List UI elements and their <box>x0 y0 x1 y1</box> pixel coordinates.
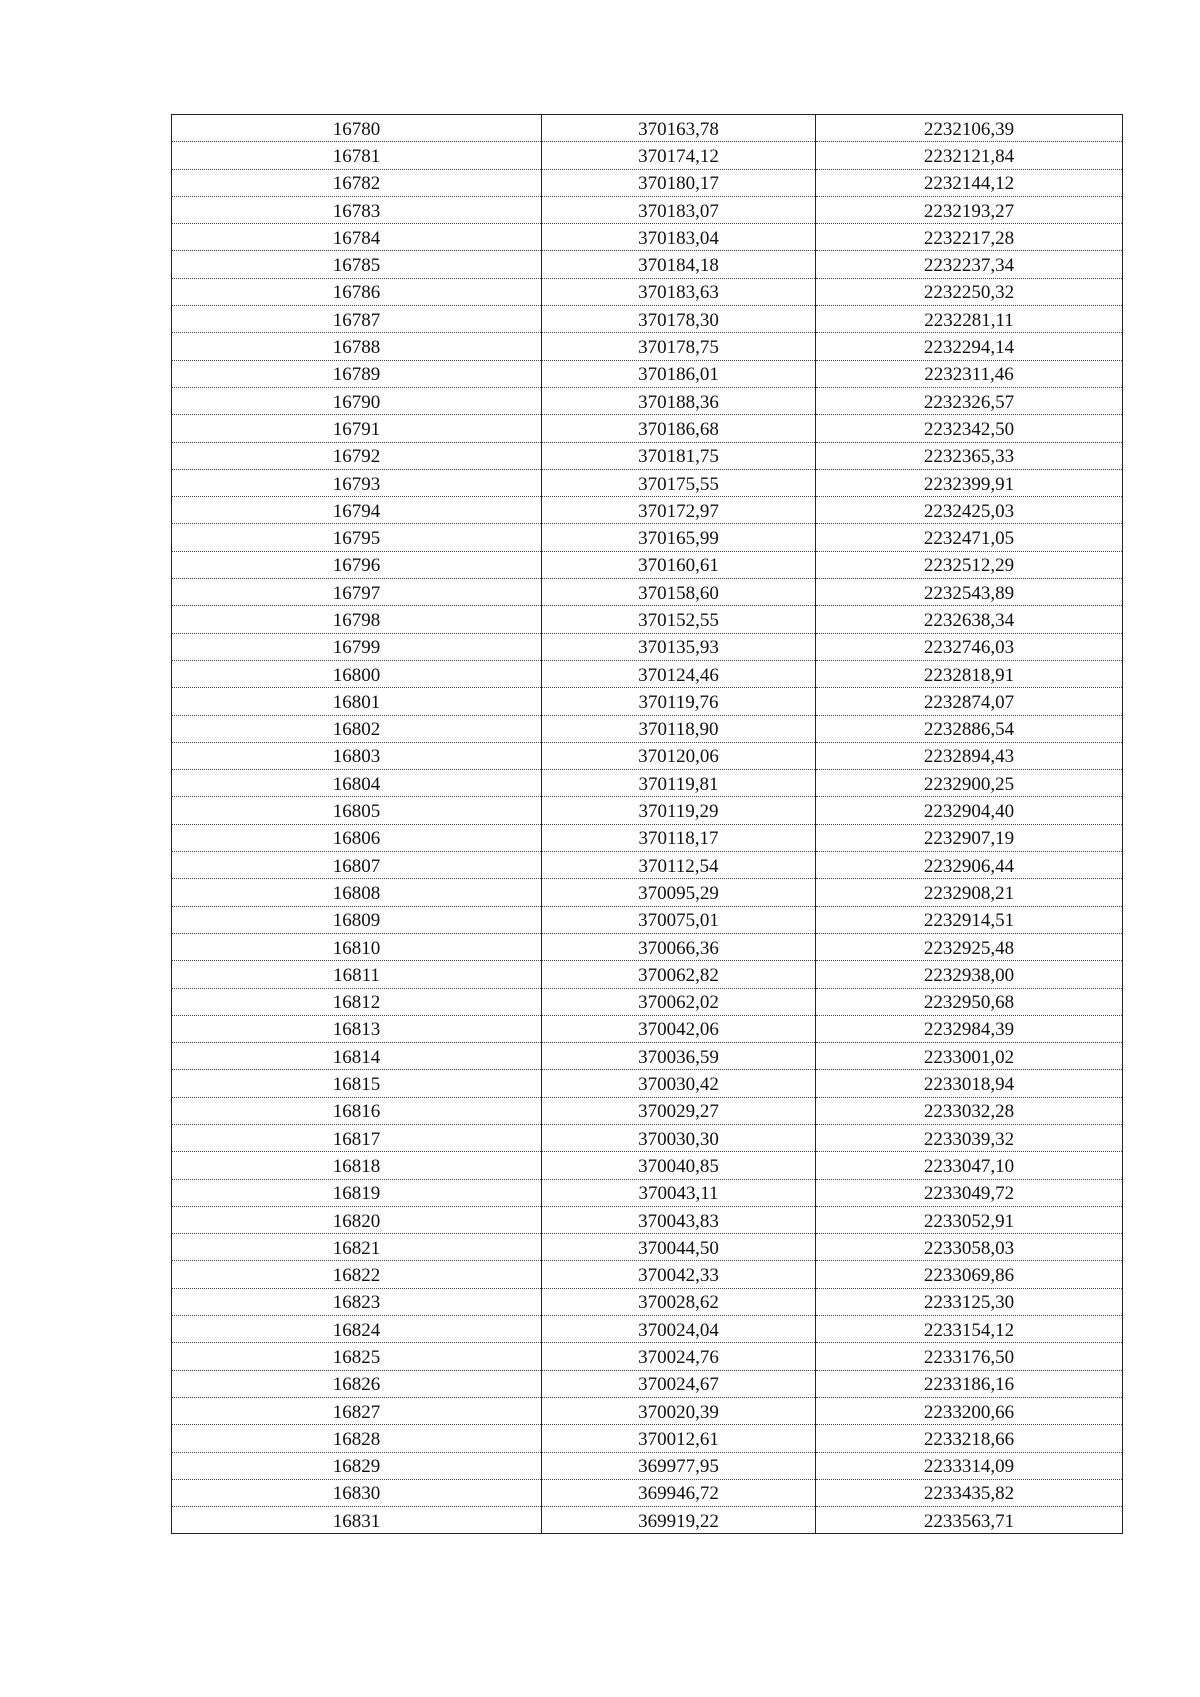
x-coordinate-cell: 370075,01 <box>542 906 816 933</box>
table-row <box>172 688 1123 715</box>
point-number-cell: 16789 <box>172 360 542 387</box>
x-coordinate-cell: 370030,42 <box>542 1070 816 1097</box>
y-coordinate-cell: 2232237,34 <box>816 251 1123 278</box>
x-coordinate-cell: 370181,75 <box>542 442 816 469</box>
table-row <box>172 633 1123 660</box>
y-coordinate-cell: 2232907,19 <box>816 824 1123 851</box>
y-coordinate-cell: 2232326,57 <box>816 387 1123 414</box>
x-coordinate-cell: 370118,90 <box>542 715 816 742</box>
point-number-cell: 16816 <box>172 1097 542 1124</box>
point-number-cell: 16815 <box>172 1070 542 1097</box>
table-row <box>172 251 1123 278</box>
table-row <box>172 770 1123 797</box>
y-coordinate-cell: 2232365,33 <box>816 442 1123 469</box>
table-row <box>172 852 1123 879</box>
x-coordinate-cell: 370066,36 <box>542 933 816 960</box>
x-coordinate-cell: 369946,72 <box>542 1479 816 1506</box>
table-row <box>172 1234 1123 1261</box>
point-number-cell: 16793 <box>172 469 542 496</box>
table-row <box>172 879 1123 906</box>
table-row <box>172 1015 1123 1042</box>
x-coordinate-cell: 370043,83 <box>542 1206 816 1233</box>
x-coordinate-cell: 370095,29 <box>542 879 816 906</box>
y-coordinate-cell: 2233314,09 <box>816 1452 1123 1479</box>
x-coordinate-cell: 370183,63 <box>542 278 816 305</box>
table-row <box>172 1452 1123 1479</box>
x-coordinate-cell: 370152,55 <box>542 606 816 633</box>
x-coordinate-cell: 370024,67 <box>542 1370 816 1397</box>
point-number-cell: 16783 <box>172 196 542 223</box>
x-coordinate-cell: 370183,04 <box>542 224 816 251</box>
y-coordinate-cell: 2232399,91 <box>816 469 1123 496</box>
table-row <box>172 797 1123 824</box>
table-row <box>172 715 1123 742</box>
point-number-cell: 16805 <box>172 797 542 824</box>
table-row <box>172 1507 1123 1534</box>
y-coordinate-cell: 2232425,03 <box>816 497 1123 524</box>
y-coordinate-cell: 2233435,82 <box>816 1479 1123 1506</box>
y-coordinate-cell: 2232746,03 <box>816 633 1123 660</box>
point-number-cell: 16819 <box>172 1179 542 1206</box>
point-number-cell: 16786 <box>172 278 542 305</box>
y-coordinate-cell: 2233563,71 <box>816 1507 1123 1534</box>
x-coordinate-cell: 370062,02 <box>542 988 816 1015</box>
x-coordinate-cell: 370178,30 <box>542 306 816 333</box>
x-coordinate-cell: 370024,04 <box>542 1316 816 1343</box>
table-row <box>172 224 1123 251</box>
table-row <box>172 169 1123 196</box>
table-row <box>172 1070 1123 1097</box>
point-number-cell: 16813 <box>172 1015 542 1042</box>
table-row <box>172 387 1123 414</box>
table-row <box>172 469 1123 496</box>
table-row <box>172 278 1123 305</box>
table-row <box>172 1261 1123 1288</box>
y-coordinate-cell: 2232193,27 <box>816 196 1123 223</box>
y-coordinate-cell: 2232217,28 <box>816 224 1123 251</box>
point-number-cell: 16787 <box>172 306 542 333</box>
table-row <box>172 1043 1123 1070</box>
x-coordinate-cell: 369977,95 <box>542 1452 816 1479</box>
y-coordinate-cell: 2232938,00 <box>816 961 1123 988</box>
y-coordinate-cell: 2233047,10 <box>816 1152 1123 1179</box>
table-row <box>172 1316 1123 1343</box>
table-row <box>172 1425 1123 1452</box>
point-number-cell: 16807 <box>172 852 542 879</box>
y-coordinate-cell: 2233052,91 <box>816 1206 1123 1233</box>
table-row <box>172 1097 1123 1124</box>
table-row <box>172 360 1123 387</box>
table-row <box>172 524 1123 551</box>
y-coordinate-cell: 2233049,72 <box>816 1179 1123 1206</box>
x-coordinate-cell: 370118,17 <box>542 824 816 851</box>
table-row <box>172 497 1123 524</box>
x-coordinate-cell: 370042,33 <box>542 1261 816 1288</box>
table-row <box>172 988 1123 1015</box>
y-coordinate-cell: 2232818,91 <box>816 660 1123 687</box>
x-coordinate-cell: 370135,93 <box>542 633 816 660</box>
coordinates-table <box>171 114 1123 1534</box>
y-coordinate-cell: 2232121,84 <box>816 142 1123 169</box>
point-number-cell: 16825 <box>172 1343 542 1370</box>
point-number-cell: 16785 <box>172 251 542 278</box>
x-coordinate-cell: 370062,82 <box>542 961 816 988</box>
x-coordinate-cell: 370163,78 <box>542 115 816 142</box>
point-number-cell: 16784 <box>172 224 542 251</box>
x-coordinate-cell: 370044,50 <box>542 1234 816 1261</box>
table-row <box>172 551 1123 578</box>
point-number-cell: 16800 <box>172 660 542 687</box>
point-number-cell: 16831 <box>172 1507 542 1534</box>
point-number-cell: 16826 <box>172 1370 542 1397</box>
point-number-cell: 16821 <box>172 1234 542 1261</box>
point-number-cell: 16801 <box>172 688 542 715</box>
point-number-cell: 16804 <box>172 770 542 797</box>
x-coordinate-cell: 370119,76 <box>542 688 816 715</box>
x-coordinate-cell: 370112,54 <box>542 852 816 879</box>
table-row <box>172 1152 1123 1179</box>
point-number-cell: 16790 <box>172 387 542 414</box>
x-coordinate-cell: 370119,29 <box>542 797 816 824</box>
x-coordinate-cell: 370188,36 <box>542 387 816 414</box>
y-coordinate-cell: 2232900,25 <box>816 770 1123 797</box>
table-row <box>172 196 1123 223</box>
point-number-cell: 16791 <box>172 415 542 442</box>
point-number-cell: 16795 <box>172 524 542 551</box>
y-coordinate-cell: 2232144,12 <box>816 169 1123 196</box>
point-number-cell: 16822 <box>172 1261 542 1288</box>
table-row <box>172 1343 1123 1370</box>
x-coordinate-cell: 370186,68 <box>542 415 816 442</box>
x-coordinate-cell: 370158,60 <box>542 579 816 606</box>
point-number-cell: 16798 <box>172 606 542 633</box>
y-coordinate-cell: 2232908,21 <box>816 879 1123 906</box>
point-number-cell: 16829 <box>172 1452 542 1479</box>
x-coordinate-cell: 370024,76 <box>542 1343 816 1370</box>
y-coordinate-cell: 2233186,16 <box>816 1370 1123 1397</box>
table-row <box>172 906 1123 933</box>
y-coordinate-cell: 2232106,39 <box>816 115 1123 142</box>
table-row <box>172 742 1123 769</box>
y-coordinate-cell: 2233154,12 <box>816 1316 1123 1343</box>
table-row <box>172 1397 1123 1424</box>
y-coordinate-cell: 2232342,50 <box>816 415 1123 442</box>
point-number-cell: 16811 <box>172 961 542 988</box>
x-coordinate-cell: 370184,18 <box>542 251 816 278</box>
y-coordinate-cell: 2232906,44 <box>816 852 1123 879</box>
point-number-cell: 16794 <box>172 497 542 524</box>
table-row <box>172 1479 1123 1506</box>
point-number-cell: 16780 <box>172 115 542 142</box>
y-coordinate-cell: 2232250,32 <box>816 278 1123 305</box>
x-coordinate-cell: 370030,30 <box>542 1124 816 1151</box>
y-coordinate-cell: 2232984,39 <box>816 1015 1123 1042</box>
x-coordinate-cell: 370183,07 <box>542 196 816 223</box>
x-coordinate-cell: 369919,22 <box>542 1507 816 1534</box>
x-coordinate-cell: 370119,81 <box>542 770 816 797</box>
point-number-cell: 16814 <box>172 1043 542 1070</box>
point-number-cell: 16830 <box>172 1479 542 1506</box>
x-coordinate-cell: 370174,12 <box>542 142 816 169</box>
point-number-cell: 16820 <box>172 1206 542 1233</box>
point-number-cell: 16802 <box>172 715 542 742</box>
table-row <box>172 1206 1123 1233</box>
x-coordinate-cell: 370042,06 <box>542 1015 816 1042</box>
table-row <box>172 115 1123 142</box>
point-number-cell: 16796 <box>172 551 542 578</box>
x-coordinate-cell: 370175,55 <box>542 469 816 496</box>
point-number-cell: 16824 <box>172 1316 542 1343</box>
point-number-cell: 16808 <box>172 879 542 906</box>
x-coordinate-cell: 370040,85 <box>542 1152 816 1179</box>
x-coordinate-cell: 370036,59 <box>542 1043 816 1070</box>
table-row <box>172 442 1123 469</box>
coordinates-table-body <box>172 115 1123 1534</box>
y-coordinate-cell: 2232874,07 <box>816 688 1123 715</box>
x-coordinate-cell: 370043,11 <box>542 1179 816 1206</box>
y-coordinate-cell: 2233218,66 <box>816 1425 1123 1452</box>
x-coordinate-cell: 370172,97 <box>542 497 816 524</box>
y-coordinate-cell: 2233032,28 <box>816 1097 1123 1124</box>
x-coordinate-cell: 370012,61 <box>542 1425 816 1452</box>
point-number-cell: 16806 <box>172 824 542 851</box>
y-coordinate-cell: 2232925,48 <box>816 933 1123 960</box>
y-coordinate-cell: 2232904,40 <box>816 797 1123 824</box>
x-coordinate-cell: 370120,06 <box>542 742 816 769</box>
point-number-cell: 16781 <box>172 142 542 169</box>
x-coordinate-cell: 370165,99 <box>542 524 816 551</box>
point-number-cell: 16782 <box>172 169 542 196</box>
table-row <box>172 606 1123 633</box>
y-coordinate-cell: 2232950,68 <box>816 988 1123 1015</box>
y-coordinate-cell: 2233001,02 <box>816 1043 1123 1070</box>
y-coordinate-cell: 2232294,14 <box>816 333 1123 360</box>
y-coordinate-cell: 2233039,32 <box>816 1124 1123 1151</box>
y-coordinate-cell: 2233069,86 <box>816 1261 1123 1288</box>
y-coordinate-cell: 2232543,89 <box>816 579 1123 606</box>
point-number-cell: 16812 <box>172 988 542 1015</box>
table-row <box>172 306 1123 333</box>
y-coordinate-cell: 2232914,51 <box>816 906 1123 933</box>
point-number-cell: 16799 <box>172 633 542 660</box>
x-coordinate-cell: 370124,46 <box>542 660 816 687</box>
y-coordinate-cell: 2233125,30 <box>816 1288 1123 1315</box>
table-row <box>172 961 1123 988</box>
y-coordinate-cell: 2232311,46 <box>816 360 1123 387</box>
x-coordinate-cell: 370028,62 <box>542 1288 816 1315</box>
x-coordinate-cell: 370029,27 <box>542 1097 816 1124</box>
y-coordinate-cell: 2232638,34 <box>816 606 1123 633</box>
table-row <box>172 333 1123 360</box>
table-row <box>172 415 1123 442</box>
point-number-cell: 16788 <box>172 333 542 360</box>
table-row <box>172 1288 1123 1315</box>
table-row <box>172 1179 1123 1206</box>
point-number-cell: 16792 <box>172 442 542 469</box>
table-row <box>172 660 1123 687</box>
table-row <box>172 579 1123 606</box>
point-number-cell: 16809 <box>172 906 542 933</box>
y-coordinate-cell: 2233200,66 <box>816 1397 1123 1424</box>
table-row <box>172 1124 1123 1151</box>
y-coordinate-cell: 2232894,43 <box>816 742 1123 769</box>
point-number-cell: 16827 <box>172 1397 542 1424</box>
point-number-cell: 16803 <box>172 742 542 769</box>
y-coordinate-cell: 2232512,29 <box>816 551 1123 578</box>
y-coordinate-cell: 2233018,94 <box>816 1070 1123 1097</box>
y-coordinate-cell: 2233058,03 <box>816 1234 1123 1261</box>
y-coordinate-cell: 2232471,05 <box>816 524 1123 551</box>
y-coordinate-cell: 2233176,50 <box>816 1343 1123 1370</box>
table-row <box>172 1370 1123 1397</box>
point-number-cell: 16810 <box>172 933 542 960</box>
y-coordinate-cell: 2232281,11 <box>816 306 1123 333</box>
y-coordinate-cell: 2232886,54 <box>816 715 1123 742</box>
table-row <box>172 933 1123 960</box>
x-coordinate-cell: 370180,17 <box>542 169 816 196</box>
x-coordinate-cell: 370020,39 <box>542 1397 816 1424</box>
point-number-cell: 16818 <box>172 1152 542 1179</box>
x-coordinate-cell: 370160,61 <box>542 551 816 578</box>
point-number-cell: 16817 <box>172 1124 542 1151</box>
point-number-cell: 16828 <box>172 1425 542 1452</box>
point-number-cell: 16823 <box>172 1288 542 1315</box>
point-number-cell: 16797 <box>172 579 542 606</box>
x-coordinate-cell: 370178,75 <box>542 333 816 360</box>
x-coordinate-cell: 370186,01 <box>542 360 816 387</box>
table-row <box>172 824 1123 851</box>
table-row <box>172 142 1123 169</box>
